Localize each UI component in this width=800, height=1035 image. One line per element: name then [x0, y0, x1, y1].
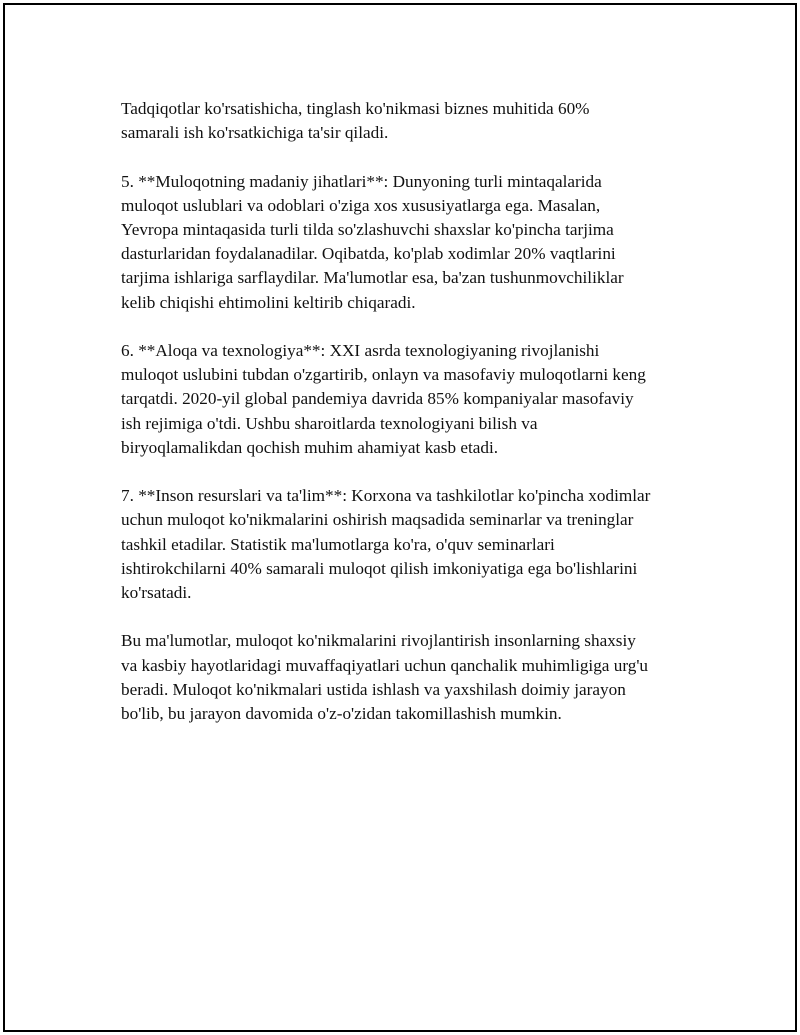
paragraph-human-resources: 7. **Inson resurslari va ta'lim**: Korxona va tashkilotlar ko'pincha xodimlar uchun muloqot ko'nikmalarini oshirish maqsadida seminarlar va treninglar tashkil etadilar. Statistik ma'lumotlarga ko'ra, o'quv seminarlari ishtirokchilarni 40% samarali muloqot qilish imkoniyatiga ega bo'lishlarini ko'rsatadi.	[121, 486, 651, 603]
page-frame	[3, 3, 797, 1032]
paragraph-communication-technology: 6. **Aloqa va texnologiya**: XXI asrda texnologiyaning rivojlanishi muloqot uslubini tubdan o'zgartirib, onlayn va masofaviy muloqotlarni keng tarqatdi. 2020-yil global pandemiya davrida 85% kompaniyalar masofaviy ish rejimiga o'tdi. Ushbu sharoitlarda texnologiyani bilish va biryoqlamalikdan qochish muhim ahamiyat kasb etadi.	[121, 341, 646, 457]
paragraph-intro: Tadqiqotlar ko'rsatishicha, tinglash ko'nikmasi biznes muhitida 60% samarali ish ko'rsatkichiga ta'sir qiladi.	[121, 99, 590, 143]
paragraph-conclusion: Bu ma'lumotlar, muloqot ko'nikmalarini rivojlantirish insonlarning shaxsiy va kasbiy hayotlaridagi muvaffaqiyatlari uchun qanchalik muhimligiga urg'u beradi. Muloqot ko'nikmalari ustida ishlash va yaxshilash doimiy jarayon bo'lib, bu jarayon davomida o'z-o'zidan takomillashish mumkin.	[121, 631, 649, 724]
paragraph-cultural-aspects: 5. **Muloqotning madaniy jihatlari**: Dunyoning turli mintaqalarida muloqot uslublari va odoblari o'ziga xos xususiyatlarga ega. Masalan, Yevropa mintaqasida turli tilda so'zlashuvchi shaxslar ko'pincha tarjima dasturlaridan foydalanadilar. Oqibatda, ko'plab xodimlar 20% vaqtlarini tarjima ishlariga sarflaydilar. Ma'lumotlar esa, ba'zan tushunmovchiliklar kelib chiqishi ehtimolini keltirib chiqaradi.	[121, 171, 624, 312]
document-body	[121, 97, 701, 750]
